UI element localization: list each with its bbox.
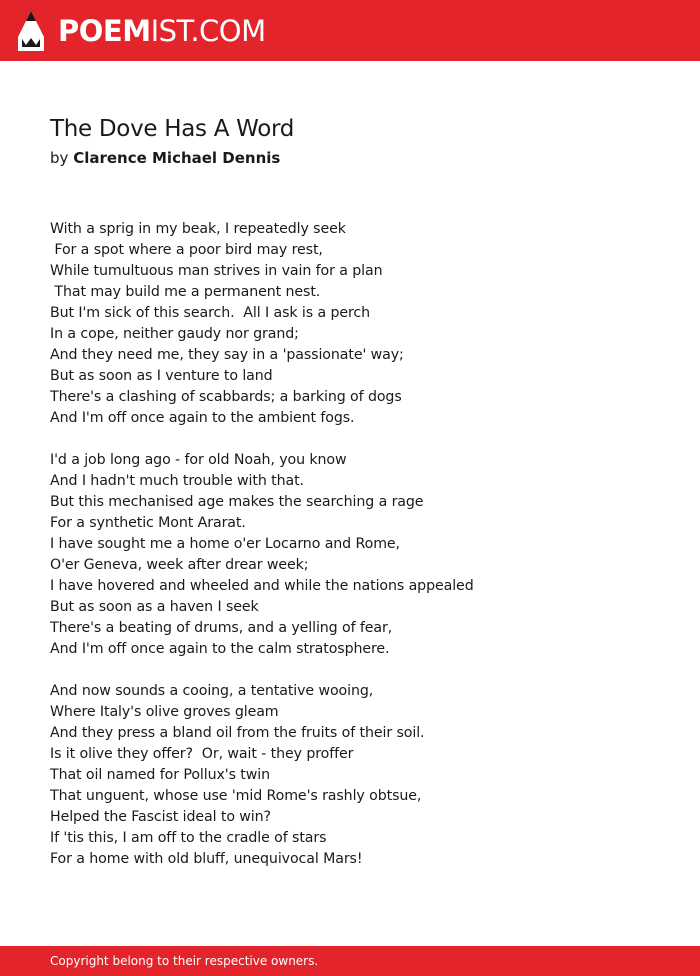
poem-line: Is it olive they offer? Or, wait - they proffer [50,746,354,762]
poem-line: For a spot where a poor bird may rest, [50,242,323,258]
poem-line: And I'm off once again to the ambient fogs. [50,410,355,426]
poem-line: But as soon as I venture to land [50,368,273,384]
poem-line: That unguent, whose use 'mid Rome's rashly obtsue, [50,788,422,804]
poem-stanza [50,219,670,429]
poem-line: But this mechanised age makes the searching a rage [50,494,424,510]
site-header [0,0,700,61]
poem-line: I'd a job long ago - for old Noah, you know [50,452,347,468]
poem-line: Helped the Fascist ideal to win? [50,809,271,825]
poem-line: Where Italy's olive groves gleam [50,704,279,720]
poem-line: And I hadn't much trouble with that. [50,473,304,489]
poem-line: And they need me, they say in a 'passionate' way; [50,347,404,363]
poem-line: For a home with old bluff, unequivocal Mars! [50,851,363,867]
poem-line: But I'm sick of this search. All I ask is a perch [50,305,371,321]
poem-line: But as soon as a haven I seek [50,599,259,615]
poem-line: And now sounds a cooing, a tentative wooing, [50,683,374,699]
poem-stanza [50,450,670,660]
poem-line: And they press a bland oil from the fruits of their soil. [50,725,425,741]
poem-title: The Dove Has A Word [50,116,295,142]
poem-line: And I'm off once again to the calm stratosphere. [50,641,390,657]
copyright-text: Copyright belong to their respective owners. [50,954,319,968]
site-logo[interactable] [18,9,266,53]
poem-line: There's a clashing of scabbards; a barking of dogs [50,389,402,405]
poem-line: That oil named for Pollux's twin [50,767,270,783]
poem-line: If 'tis this, I am off to the cradle of stars [50,830,327,846]
poem-line: O'er Geneva, week after drear week; [50,557,309,573]
poem-line: For a synthetic Mont Ararat. [50,515,246,531]
poem-line: That may build me a permanent nest. [50,284,321,300]
poem-line: With a sprig in my beak, I repeatedly seek [50,221,346,237]
brand-name [58,9,266,53]
poem-stanza [50,681,670,870]
pencil-tip-icon [18,11,44,51]
poem-line: While tumultuous man strives in vain for a plan [50,263,383,279]
site-footer [0,946,700,976]
brand-light: IST.COM [150,14,266,48]
poem-body [50,219,670,891]
poem-line: I have hovered and wheeled and while the nations appealed [50,578,474,594]
by-label: by [50,149,69,167]
brand-bold: POEM [58,14,151,48]
poem-line: There's a beating of drums, and a yelling of fear, [50,620,393,636]
poem-line: In a cope, neither gaudy nor grand; [50,326,299,342]
poem-line: I have sought me a home o'er Locarno and Rome, [50,536,400,552]
byline [50,149,280,167]
author-name[interactable]: Clarence Michael Dennis [73,149,281,167]
